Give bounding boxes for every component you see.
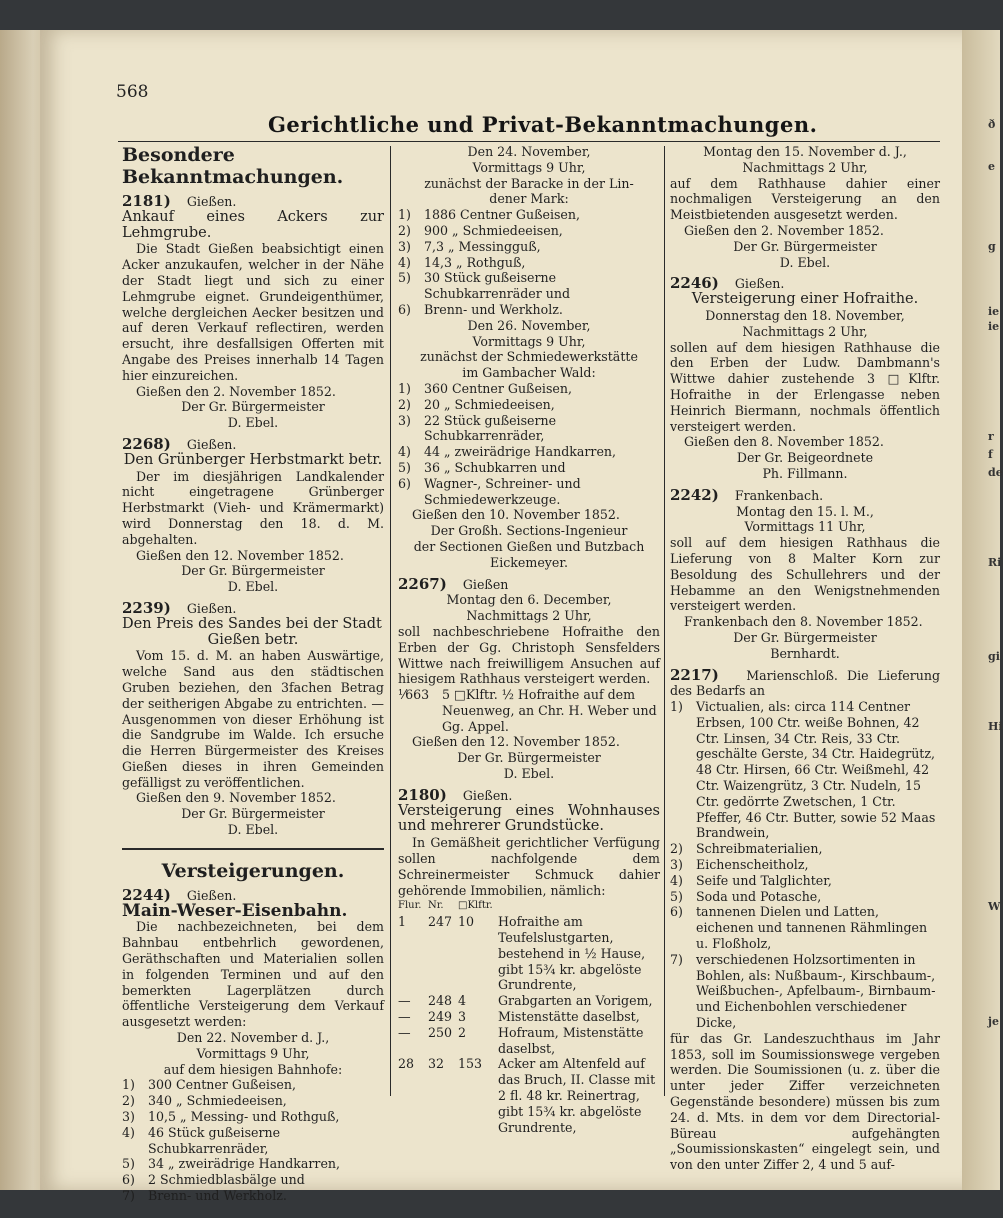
notice-2268 (122, 434, 384, 595)
auction-date: Montag den 15. November d. J., (703, 144, 907, 159)
header-rule (118, 141, 940, 142)
list-item: 5) 30 Stück gußeiserne Schubkarrenräder und (398, 270, 571, 302)
signature-title: Der Gr. Bürgermeister (457, 750, 601, 766)
notice-number: 2267) (398, 574, 447, 593)
list-item: 2) 900 „ Schmiedeeisen, (398, 222, 563, 238)
notice-title: Versteigerung einer Hofraithe. (691, 291, 919, 308)
list-item: 3) 10,5 „ Messing- und Rothguß, (122, 1109, 340, 1125)
list-item: 1) 300 Centner Gußeisen, (122, 1077, 296, 1093)
edge-letter: f (988, 448, 993, 461)
list-item: 6) 2 Schmiedblasbälge und (122, 1172, 305, 1188)
notice-number: 2244) (122, 885, 171, 904)
auction-place: zunächst der Schmiedewerkstätte (420, 349, 638, 365)
list-item: 6) tannenen Dielen und Latten, eichenen und tannenen Rähmlingen u. Floßholz, (670, 904, 928, 952)
edge-letter: r (988, 430, 994, 443)
page-number: 568 (116, 82, 149, 102)
auction-place-cont: dener Mark: (489, 191, 569, 207)
notice-number: 2181) (122, 192, 171, 210)
notice-date: Gießen den 2. November 1852. (136, 383, 336, 399)
section-title-special: Besondere Bekanntmachungen. (122, 144, 344, 188)
auction-date: Den 26. November, (467, 317, 591, 333)
auction-time: Nachmittags 2 Uhr, (742, 159, 868, 175)
signature-name: D. Ebel. (503, 766, 555, 782)
list-item: 5) 36 „ Schubkarren und (398, 459, 566, 475)
section-title-auctions: Versteigerungen. (161, 859, 345, 882)
column-divider-2 (664, 146, 665, 1096)
signature-name: D. Ebel. (779, 254, 831, 270)
notice-body: auf dem Rathhause dahier einer nochmaligen Versteigerung an den Meistbietenden ausgesetzt werden. (670, 175, 940, 223)
list-item: 3) 22 Stück gußeiserne Schubkarrenräder, (398, 412, 557, 444)
notice-number: 2217) (670, 665, 719, 684)
signature-title: Der Gr. Bürgermeister (733, 238, 877, 254)
notice-date: Gießen den 12. November 1852. (412, 734, 620, 750)
notice-title-cont: Gießen betr. (207, 631, 299, 648)
list-item: 5) 34 „ zweirädrige Handkarren, (122, 1156, 341, 1172)
signature-title: Der Gr. Bürgermeister (733, 629, 877, 645)
notice-body: soll auf dem hiesigen Rathhaus die Lieferung von 8 Malter Korn zur Besoldung des Schullehrers und der Hebamme an den Wenigstnehmenden versteigert werden. (670, 535, 940, 614)
parcel-entry (398, 687, 660, 734)
list-item: 4) 46 Stück gußeiserne Schubkarrenräder, (122, 1124, 281, 1156)
edge-letter: gi (988, 650, 1000, 663)
auction-time: Vormittags 9 Uhr, (472, 159, 586, 175)
notice-title: Main-Weser-Eisenbahn. (122, 900, 348, 921)
list-item: 1) Victualien, als: circa 114 Centner Erbsen, 100 Ctr. weiße Bohnen, 42 Ctr. Linsen, 34 Ctr. Reis, 33 Ctr. geschälte Gerste, 34 Ctr. Haidegrütz, 48 Ctr. Hirsen, 66 Ctr. Weißmehl, 42 Ctr. Waizengrütz, 3 Ctr. Nudeln, 15 Ctr. gedörrte Zwetschen, 1 Ctr. Pfeffer, 46 Ctr. Butter, sowie 52 Maas Brandwein, (670, 699, 936, 841)
notice-body: Vom 15. d. M. an haben Auswärtige, welche Sand aus den städtischen Gruben beziehen, den 3fachen Betrag der seitherigen Abgabe zu entrichten. — Ausgenommen von dieser Erhöhung ist die Sandgrube im Walde. Ich ersuche die Herren Bürgermeister des Kreises Gießen dieses in ihren Gemeinden gefälligst zu veröffentlichen. (122, 648, 384, 790)
auction-place: auf dem hiesigen Bahnhofe: (163, 1061, 343, 1077)
column-3 (670, 144, 940, 1173)
notice-place: Gießen. (462, 787, 513, 803)
auction-date: Den 24. November, (467, 144, 591, 159)
notice-title: Versteigerung eines Wohnhauses und mehrerer Grundstücke. (398, 802, 660, 835)
edge-letter: ð (988, 118, 996, 131)
list-item: 1) 360 Centner Gußeisen, (398, 380, 572, 396)
notice-place: Frankenbach. (734, 487, 824, 503)
notice-place: Gießen. (186, 887, 237, 903)
list-item: 5) Soda und Potasche, (670, 888, 822, 904)
notice-2242 (670, 485, 940, 662)
auction-date: Den 22. November d. J., (176, 1030, 330, 1046)
signature-name: Bernhardt. (770, 645, 840, 661)
notice-place: Gießen. (186, 600, 237, 616)
auction-time: Vormittags 11 Uhr, (744, 519, 866, 535)
notice-body: sollen auf dem hiesigen Rathhause die den Erben der Ludw. Dambmann's Wittwe dahier zustehende 3 □Klftr. Hofraithe in der Erlengasse neben Heinrich Biermann, nochmals öffentlich versteigert werden. (670, 339, 940, 434)
auction-date: Montag den 6. December, (446, 592, 612, 608)
list-item: 6) Wagner-, Schreiner- und Schmiedewerkzeuge. (398, 475, 581, 507)
auction-time: Vormittags 9 Uhr, (196, 1045, 310, 1061)
notice-body: Die nachbezeichneten, bei dem Bahnbau entbehrlich gewordenen, Geräthschaften und Materialien sollen in folgenden Terminen und auf den bemerkten Lagerplätzen durch öffentliche Versteigerung dem Verkauf ausgesetzt werden: (122, 919, 384, 1030)
property-table (398, 898, 660, 1135)
signature-title-cont: der Sectionen Gießen und Butzbach (413, 538, 645, 554)
notice-intro: Marienschloß. Die Lieferung des Bedarfs an (670, 667, 941, 699)
item-list (398, 207, 660, 318)
page-header: Gerichtliche und Privat-Bekanntmachungen. (268, 112, 818, 137)
list-item: 2) 340 „ Schmiedeeisen, (122, 1093, 287, 1109)
list-item: 4) 14,3 „ Rothguß, (398, 254, 526, 270)
notice-place: Gießen. (186, 194, 237, 209)
list-item: 2) Schreibmaterialien, (670, 841, 823, 857)
column-divider-1 (390, 146, 391, 1096)
notice-body: Der im diesjährigen Landkalender nicht eingetragene Grünberger Herbstmarkt (Vieh- und Krämermarkt) wird Donnerstag den 18. d. M. abgehalten. (122, 468, 384, 547)
notice-number: 2239) (122, 598, 171, 617)
column-1 (122, 144, 384, 1204)
notice-2217 (670, 665, 941, 1174)
edge-letter: Ri (988, 556, 1002, 569)
auction-place-cont: im Gambacher Wald: (462, 365, 596, 381)
auction-time: Nachmittags 2 Uhr, (742, 323, 868, 339)
table-row: 28 32 153 Acker am Altenfeld auf das Bruch, II. Classe mit 2 fl. 48 kr. Reinertrag, gibt 15¾ kr. abgelöste Grundrente, (398, 1056, 656, 1135)
edge-letter: W (988, 900, 1001, 913)
parcel-text: 5 □Klftr. ½ Hofraithe auf dem Neuenweg, an Chr. H. Weber und Gg. Appel. (442, 687, 657, 734)
signature-title: Der Gr. Bürgermeister (181, 399, 325, 415)
notice-2180 (398, 785, 660, 1136)
notice-number: 2246) (670, 274, 719, 293)
item-list (398, 381, 660, 507)
notice-body: Die Stadt Gießen beabsichtigt einen Acker anzukaufen, welcher in der Nähe der Stadt liegt und sich zu einer Lehmgrube eignet. Grundeigenthümer, welche dergleichen Aecker besitzen und auf deren Verkauf reflectiren, werden ersucht, ihre desfallsigen Offerten mit Angabe des Preises innerhalb 14 Tagen hier einzureichen. (122, 241, 384, 383)
signature-name: D. Ebel. (227, 415, 279, 431)
notice-date: Gießen den 9. November 1852. (136, 790, 336, 806)
notice-body: soll nachbeschriebene Hofraithe den Erben der Gg. Christoph Sensfelders Wittwe nach freiwilligem Ansuchen auf hiesigem Rathhaus versteigert werden. (398, 623, 660, 687)
notice-number: 2268) (122, 434, 171, 453)
notice-title: Den Preis des Sandes bei der Stadt (122, 615, 382, 632)
notice-2246 (670, 276, 940, 481)
edge-letter: g (988, 240, 996, 253)
list-item: 7) Brenn- und Werkholz. (122, 1188, 287, 1204)
notice-number: 2180) (398, 785, 447, 804)
signature-title: Der Großh. Sections-Ingenieur (430, 523, 628, 539)
table-header: Flur. Nr. □Klftr. (398, 900, 493, 912)
list-item: 3) Eichenscheitholz, (670, 857, 809, 873)
auction-time: Vormittags 9 Uhr, (472, 333, 586, 349)
signature-name: Ph. Fillmann. (762, 465, 848, 481)
list-item: 2) 20 „ Schmiedeeisen, (398, 396, 555, 412)
edge-letter: ie (988, 305, 1000, 318)
notice-place: Gießen. (734, 276, 785, 292)
auction-time: Nachmittags 2 Uhr, (466, 608, 592, 624)
notice-2267 (398, 574, 660, 782)
notice-title: Ankauf eines Ackers zur Lehmgrube. (122, 208, 384, 241)
item-list (122, 1077, 384, 1203)
notice-date: Gießen den 2. November 1852. (684, 222, 884, 238)
auction-date: Montag den 15. l. M., (736, 503, 874, 519)
auction-place: zunächst der Baracke in der Lin- (424, 175, 634, 191)
notice-2181 (122, 194, 384, 431)
edge-letter: Hi (988, 720, 1003, 733)
signature-name: Eickemeyer. (490, 554, 568, 570)
notice-2244 (122, 885, 384, 1204)
auction-date: Donnerstag den 18. November, (705, 307, 905, 323)
table-row: — 250 2 Hofraum, Mistenstätte daselbst, (398, 1024, 644, 1056)
list-item: 1) 1886 Centner Gußeisen, (398, 207, 580, 223)
section-divider (122, 848, 384, 850)
list-item: 4) 44 „ zweirädrige Handkarren, (398, 444, 617, 460)
parcel-number: ⅟663 (398, 687, 430, 703)
signature-title: Der Gr. Bürgermeister (181, 563, 325, 579)
notice-body: für das Gr. Landeszuchthaus im Jahr 1853, soll im Soumissionswege vergeben werden. Die Soumissionen (u. z. über die unter jeder Ziffer verzeichneten Gegenstände besondere) müssen bis zum 24. d. Mts. in dem vor dem Directorial-Büreau aufgehängten „Soumissionskasten“ eingelegt sein, und von den unter Ziffer 2, 4 und 5 auf- (670, 1030, 940, 1173)
signature-name: D. Ebel. (227, 822, 279, 838)
list-item: 4) Seife und Talglichter, (670, 872, 832, 888)
notice-date: Frankenbach den 8. November 1852. (684, 614, 923, 630)
edge-letter: de (988, 466, 1003, 479)
notice-2239 (122, 598, 384, 838)
notice-date: Gießen den 10. November 1852. (412, 507, 620, 523)
notice-place: Gießen (462, 576, 509, 592)
table-row: — 249 3 Mistenstätte daselbst, (398, 1009, 640, 1025)
notice-body: In Gemäßheit gerichtlicher Verfügung sollen nachfolgende dem Schreinermeister Schmuck dahier gehörende Immobilien, nämlich: (398, 835, 660, 898)
edge-letter: je (988, 1015, 999, 1028)
signature-name: D. Ebel. (227, 579, 279, 595)
column-2 (398, 144, 660, 1135)
notice-number: 2242) (670, 485, 719, 504)
table-row: 1 247 10 Hofraithe am Teufelslustgarten, bestehend in ½ Hause, gibt 15¾ kr. abgelöste Grundrente, (398, 914, 646, 993)
notice-title: Den Grünberger Herbstmarkt betr. (123, 451, 383, 468)
list-item: 3) 7,3 „ Messingguß, (398, 238, 541, 254)
item-list (670, 699, 940, 1031)
notice-place: Gießen. (186, 436, 237, 452)
notice-date: Gießen den 12. November 1852. (136, 547, 344, 563)
signature-title: Der Gr. Bürgermeister (181, 806, 325, 822)
signature-title: Der Gr. Beigeordnete (736, 450, 874, 466)
list-item: 6) Brenn- und Werkholz. (398, 301, 563, 317)
edge-letter: ie (988, 320, 1000, 333)
edge-letter: e (988, 160, 995, 173)
notice-date: Gießen den 8. November 1852. (684, 434, 884, 450)
list-item: 7) verschiedenen Holzsortimenten in Bohlen, als: Nußbaum-, Kirschbaum-, Weißbuchen-, Apfelbaum-, Birnbaum- und Eichenbohlen verschiedener Dicke, (670, 951, 936, 1031)
table-row: — 248 4 Grabgarten an Vorigem, (398, 993, 653, 1009)
